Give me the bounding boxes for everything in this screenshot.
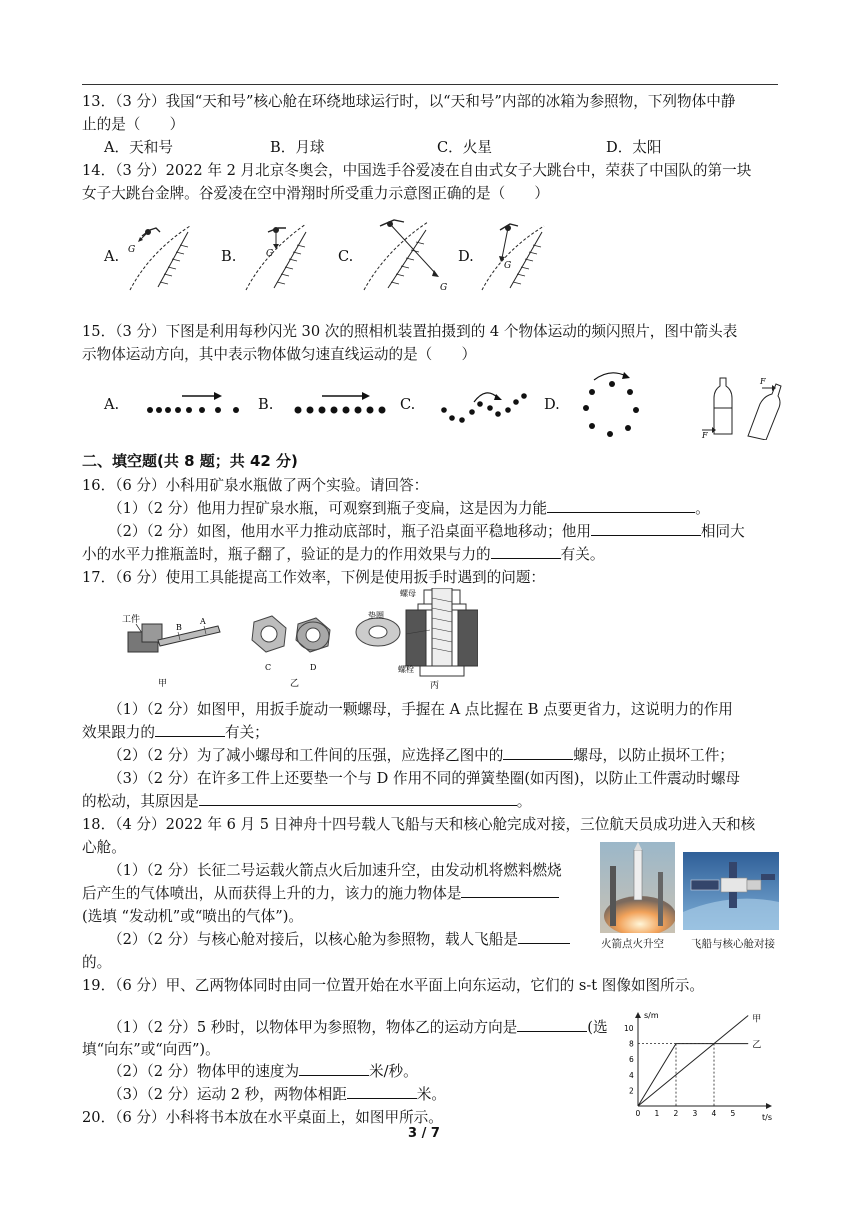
svg-text:工件: 工件 bbox=[122, 615, 141, 625]
svg-text:C: C bbox=[265, 663, 272, 672]
series-line-1 bbox=[638, 1044, 748, 1106]
q19-line1: 19．（6 分）甲、乙两物体同时由同一位置开始在水平面上向东运动，它们的 s-t 图像如图所示。 bbox=[82, 977, 704, 994]
svg-text:G: G bbox=[504, 261, 512, 271]
q15-label-b: B. bbox=[258, 396, 274, 413]
answer-blank[interactable] bbox=[518, 929, 570, 944]
q17-part3-cont: 的松动，其原因是 。 bbox=[82, 793, 532, 810]
page-number: 3 / 7 bbox=[408, 1126, 440, 1141]
answer-blank[interactable] bbox=[503, 745, 573, 760]
docking-photo bbox=[683, 852, 779, 930]
q15-strobe-d bbox=[578, 368, 648, 438]
q14-diagram-b bbox=[240, 212, 320, 292]
x-tick-label: 0 bbox=[635, 1109, 641, 1118]
answer-blank[interactable] bbox=[517, 1017, 587, 1032]
q13-line2: 止的是（ ） bbox=[82, 116, 185, 133]
q18-part1-hint: (选填 “发动机”或“喷出的气体”)。 bbox=[82, 908, 303, 925]
y-axis-arrow bbox=[635, 1012, 641, 1018]
y-axis-label: s/m bbox=[644, 1011, 659, 1020]
x-tick-label: 1 bbox=[654, 1109, 660, 1118]
q14-diagram-a bbox=[120, 212, 200, 292]
q16-part2-cont: 小的水平力推瓶盖时，瓶子翻了，验证的是力的作用效果与力的 有关。 bbox=[82, 546, 605, 563]
x-tick-label: 3 bbox=[692, 1109, 698, 1118]
q19-part1: （1）（2 分）5 秒时，以物体甲为参照物，物体乙的运动方向是 (选 bbox=[108, 1019, 608, 1036]
q17-part1-cont: 效果跟力的 有关； bbox=[82, 724, 269, 741]
x-tick-label: 4 bbox=[711, 1109, 717, 1118]
svg-text:乙: 乙 bbox=[290, 679, 300, 689]
q17-line1: 17．（6 分）使用工具能提高工作效率，下例是使用扳手时遇到的问题： bbox=[82, 569, 546, 586]
q15-line2: 示物体运动方向，其中表示物体做匀速直线运动的是（ ） bbox=[82, 346, 477, 363]
answer-blank[interactable] bbox=[199, 791, 517, 806]
q13-line1: 13．（3 分）我国“天和号”核心舱在环绕地球运行时，以“天和号”内部的冰箱为参照物，下列物体中静 bbox=[82, 93, 736, 110]
q13-option-c: C．火星 bbox=[437, 139, 492, 156]
rocket-launch-photo bbox=[600, 842, 675, 933]
answer-blank[interactable] bbox=[491, 544, 561, 559]
svg-text:垫圈: 垫圈 bbox=[368, 611, 384, 620]
q14-diagram-d bbox=[474, 212, 554, 292]
q17-part3: （3）（2 分）在许多工件上还要垫一个与 D 作用不同的弹簧垫圈(如丙图)，以防止工件震动时螺母 bbox=[108, 770, 741, 787]
x-tick-label: 5 bbox=[730, 1109, 736, 1118]
q14-label-d: D. bbox=[458, 248, 474, 265]
series-line-0 bbox=[638, 1016, 748, 1106]
q18-part1: （1）（2 分）长征二号运载火箭点火后加速升空，由发动机将燃料燃烧 bbox=[108, 862, 562, 879]
svg-text:螺母: 螺母 bbox=[400, 589, 416, 598]
q14-diagram-c bbox=[356, 212, 456, 294]
svg-text:D: D bbox=[310, 663, 317, 672]
q15-line1: 15．（3 分）下图是利用每秒闪光 30 次的照相机装置拍摄到的 4 个物体运动的频闪照片，图中箭头表 bbox=[82, 323, 738, 340]
q15-bottles-figure bbox=[700, 374, 784, 440]
q13-option-b: B．月球 bbox=[270, 139, 325, 156]
svg-text:F: F bbox=[760, 377, 766, 386]
x-tick-label: 2 bbox=[673, 1109, 679, 1118]
svg-text:螺栓: 螺栓 bbox=[398, 665, 414, 674]
q19-part1-cont: 填“向东”或“向西”)。 bbox=[82, 1041, 220, 1058]
answer-blank[interactable] bbox=[155, 722, 225, 737]
svg-text:B: B bbox=[176, 623, 182, 632]
q17-wrench-figure bbox=[118, 588, 478, 692]
svg-text:甲: 甲 bbox=[158, 679, 168, 689]
q14-label-c: C. bbox=[338, 248, 354, 265]
q17-part1: （1）（2 分）如图甲，用扳手旋动一颗螺母，手握在 A 点比握在 B 点要更省力，这说明力的作用 bbox=[108, 701, 733, 718]
answer-blank[interactable] bbox=[461, 883, 559, 898]
q14-label-b: B. bbox=[221, 248, 237, 265]
section-title: 二、填空题(共 8 题；共 42 分) bbox=[82, 452, 298, 470]
x-axis-arrow bbox=[766, 1103, 772, 1109]
q15-strobe-c bbox=[436, 380, 536, 430]
series-label-0: 甲 bbox=[752, 1014, 762, 1025]
q14-label-a: A. bbox=[104, 248, 120, 265]
top-rule bbox=[82, 84, 778, 85]
q16-part1: （1）（2 分）他用力捏矿泉水瓶，可观察到瓶子变扁，这是因为力能 。 bbox=[108, 500, 710, 517]
q15-label-c: C. bbox=[400, 396, 416, 413]
x-axis-label: t/s bbox=[762, 1113, 772, 1122]
q18-line2: 心舱。 bbox=[82, 839, 126, 856]
q17-part2: （2）（2 分）为了减小螺母和工件间的压强，应选择乙图中的 螺母，以防止损坏工件； bbox=[108, 747, 734, 764]
y-tick-label: 2 bbox=[629, 1086, 634, 1096]
q19-part2: （2）（2 分）物体甲的速度为 米/秒。 bbox=[108, 1063, 418, 1080]
q14-line2: 女子大跳台金牌。谷爱凌在空中滑翔时所受重力示意图正确的是（ ） bbox=[82, 185, 550, 202]
svg-text:G: G bbox=[128, 245, 136, 255]
answer-blank[interactable] bbox=[591, 521, 701, 536]
y-tick-label: 8 bbox=[629, 1039, 634, 1049]
q14-line1: 14．（3 分）2022 年 2 月北京冬奥会，中国选手谷爱凌在自由式女子大跳台中，荣获了中国队的第一块 bbox=[82, 162, 752, 179]
q15-strobe-a bbox=[144, 388, 254, 418]
docking-photo-caption: 飞船与核心舱对接 bbox=[691, 938, 775, 950]
q15-strobe-b bbox=[292, 388, 402, 418]
y-tick-label: 10 bbox=[624, 1024, 634, 1033]
y-tick-label: 4 bbox=[629, 1070, 634, 1080]
q18-part2-cont: 的。 bbox=[82, 954, 112, 971]
svg-text:G: G bbox=[440, 283, 448, 293]
series-label-1: 乙 bbox=[752, 1040, 762, 1051]
q20-line1: 20．（6 分）小科将书本放在水平桌面上，如图甲所示。 bbox=[82, 1109, 443, 1126]
svg-text:G: G bbox=[266, 249, 274, 259]
answer-blank[interactable] bbox=[299, 1061, 369, 1076]
q18-part2: （2）（2 分）与核心舱对接后，以核心舱为参照物，载人飞船是 bbox=[108, 928, 570, 949]
q18-line1: 18．（4 分）2022 年 6 月 5 日神舟十四号载人飞船与天和核心舱完成对接，三位航天员成功进入天和核 bbox=[82, 816, 756, 833]
svg-text:丙: 丙 bbox=[430, 681, 440, 691]
q15-label-a: A. bbox=[104, 396, 120, 413]
svg-text:A: A bbox=[200, 617, 206, 626]
svg-text:F: F bbox=[702, 431, 708, 440]
q13-option-a: A．天和号 bbox=[104, 139, 173, 156]
answer-blank[interactable] bbox=[347, 1084, 417, 1099]
q18-part1-cont: 后产生的气体喷出，从而获得上升的力，该力的施力物体是 bbox=[82, 882, 559, 903]
st-graph bbox=[616, 1008, 774, 1128]
q15-label-d: D. bbox=[544, 396, 560, 413]
y-tick-label: 6 bbox=[629, 1055, 634, 1065]
q13-option-d: D．太阳 bbox=[606, 139, 662, 156]
q16-part2: （2）（2 分）如图，他用水平力推动底部时，瓶子沿桌面平稳地移动；他用 相同大 bbox=[108, 523, 745, 540]
rocket-photo-caption: 火箭点火升空 bbox=[601, 938, 664, 950]
answer-blank[interactable] bbox=[547, 498, 695, 513]
q16-line1: 16．（6 分）小科用矿泉水瓶做了两个实验。请回答： bbox=[82, 477, 429, 494]
q19-part3: （3）（2 分）运动 2 秒，两物体相距 米。 bbox=[108, 1086, 446, 1103]
